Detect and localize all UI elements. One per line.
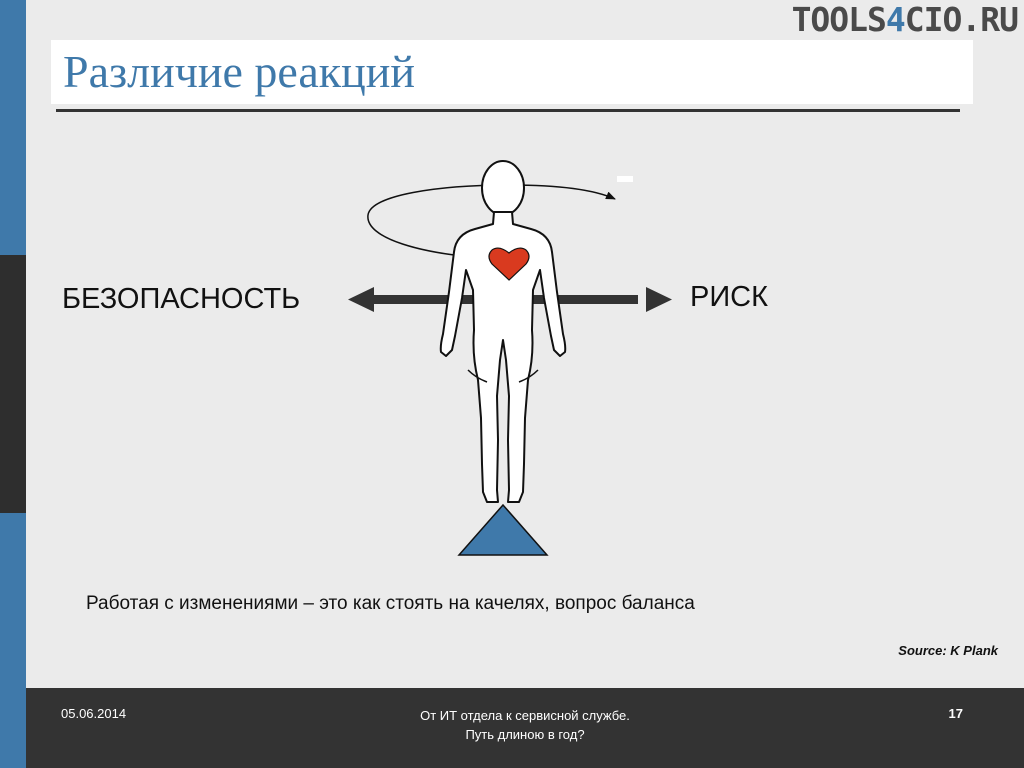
human-figure-icon [441,161,566,502]
slide-footer [26,688,1024,768]
footer-date: 05.06.2014 [61,706,127,721]
slide-title: Различие реакций [63,46,416,97]
arrow-left-head [348,287,374,312]
arrow-right-head [646,287,672,312]
logo-text-tail: CIO.RU [904,0,1018,39]
footer-subtitle-line1: От ИТ отдела к сервисной службе. [420,708,630,723]
slide-caption: Работая с изменениями – это как стоять на качелях, вопрос баланса [86,593,695,614]
label-safety: БЕЗОПАСНОСТЬ [62,283,301,315]
page-number: 17 [948,706,963,721]
label-risk: РИСК [690,281,769,313]
source-note: Source: K Plank [898,643,998,658]
footer-subtitle [26,706,1024,744]
logo-text-main: TOOLS [791,0,886,39]
footer-subtitle-line2: Путь длиною в год? [465,727,585,742]
triangle-fulcrum-icon [459,505,547,555]
logo-text-accent: 4 [885,0,905,39]
minus-mark [617,176,633,182]
